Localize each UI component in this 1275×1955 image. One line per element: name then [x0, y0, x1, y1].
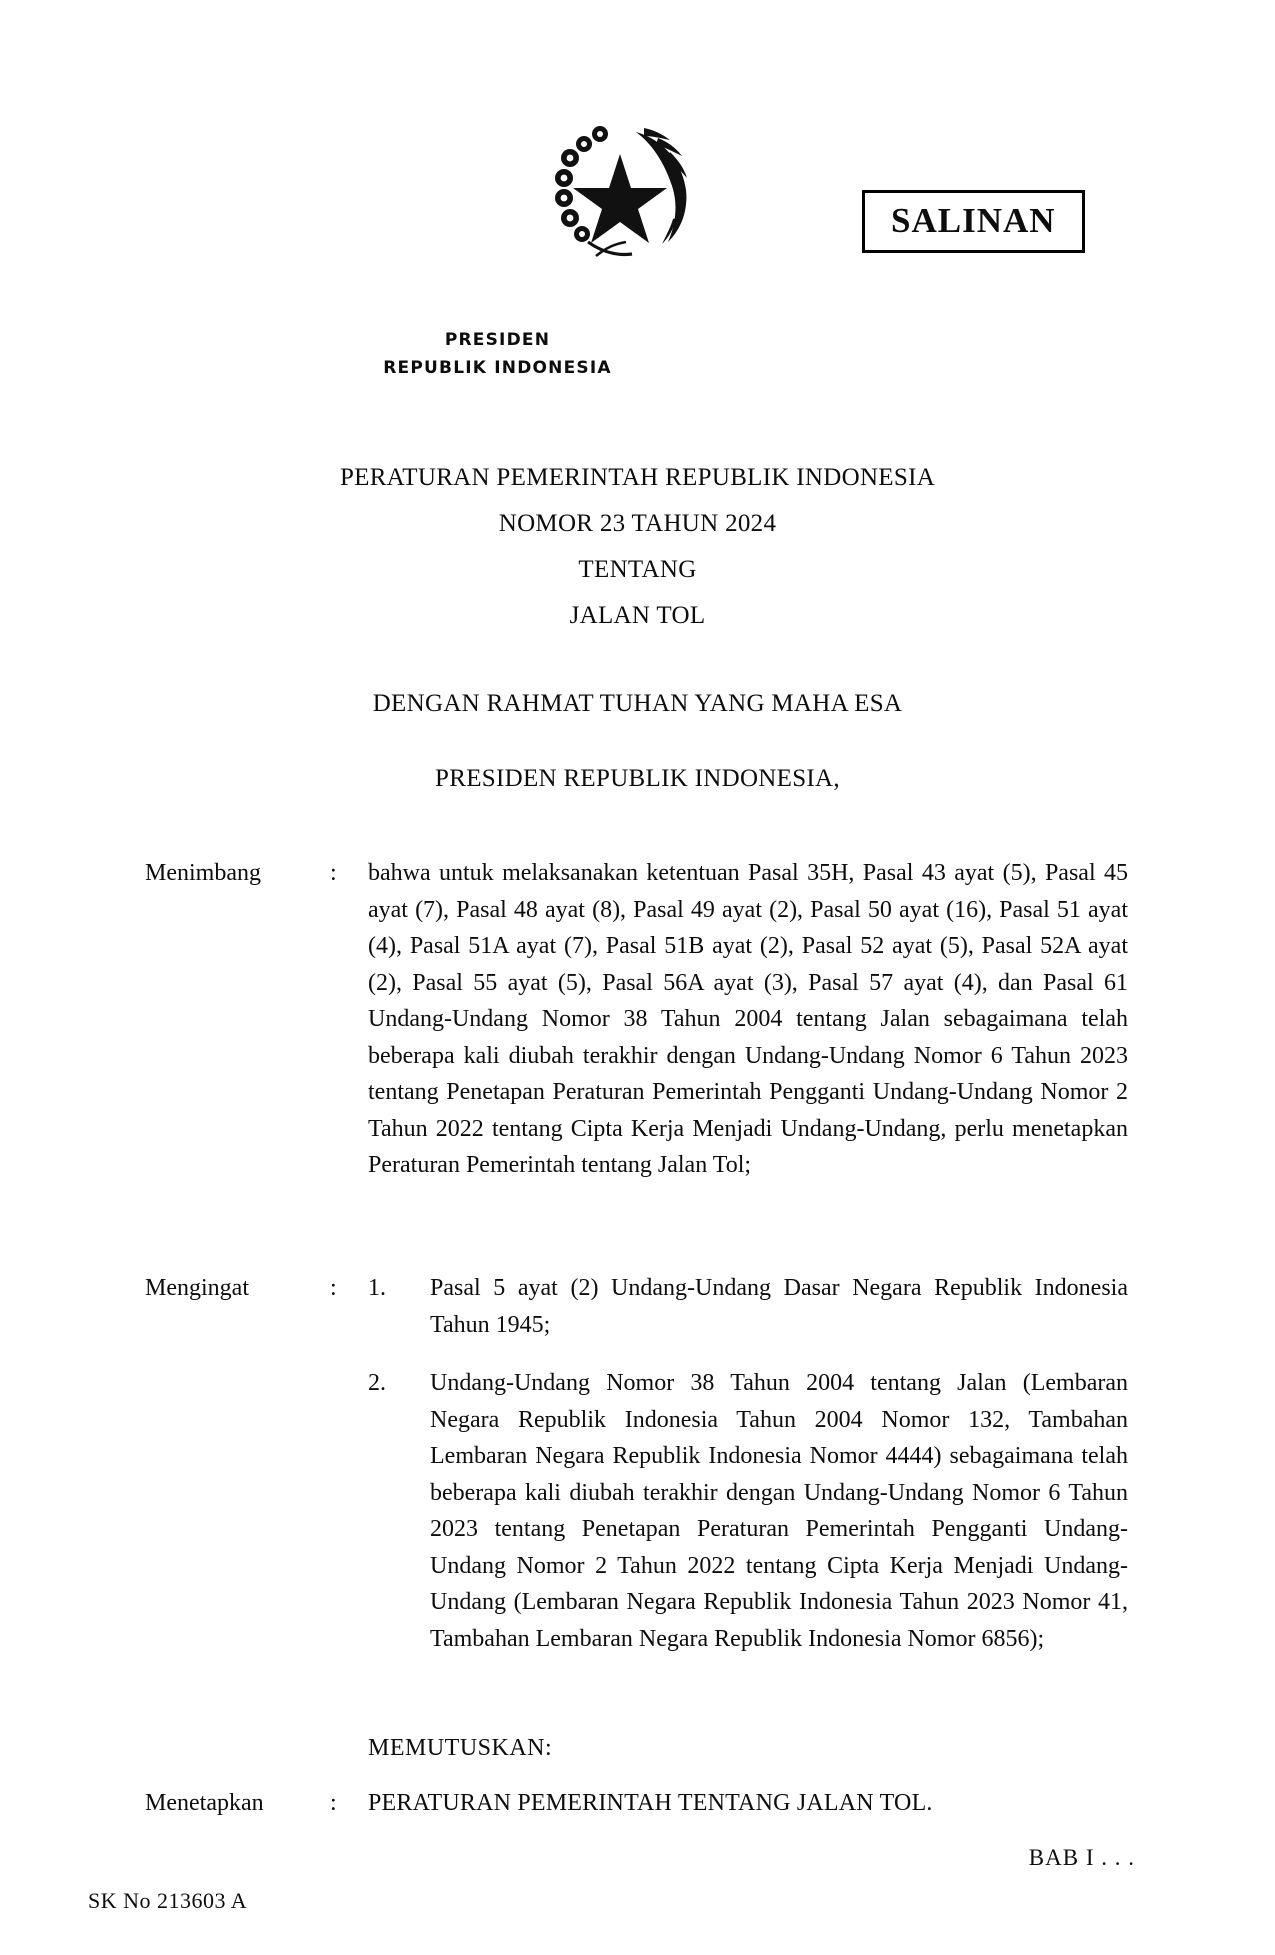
authority-line: PRESIDEN REPUBLIK INDONESIA,: [435, 765, 840, 792]
title-line-1: PERATURAN PEMERINTAH REPUBLIK INDONESIA: [339, 464, 936, 491]
considering-label: Menimbang: [145, 860, 261, 886]
stipulating-clause: [145, 1785, 1145, 1822]
stipulating-text: PERATURAN PEMERINTAH TENTANG JALAN TOL.: [368, 1790, 933, 1816]
emblem-caption-presiden: PRESIDEN: [444, 330, 551, 350]
stipulating-colon: :: [330, 1790, 337, 1816]
document-title-block: [0, 455, 1275, 639]
stipulating-label: Menetapkan: [145, 1790, 264, 1816]
next-section-marker: BAB I . . .: [1028, 1845, 1135, 1870]
list-item-number: 2.: [368, 1370, 386, 1396]
emblem-caption-republik-indonesia: REPUBLIK INDONESIA: [383, 358, 612, 378]
recalling-colon: :: [330, 1275, 337, 1301]
list-item-text: Pasal 5 ayat (2) Undang-Undang Dasar Negara Republik Indonesia Tahun 1945;: [430, 1275, 1128, 1338]
title-line-4: JALAN TOL: [569, 602, 706, 629]
decides-heading: MEMUTUSKAN:: [368, 1735, 553, 1761]
recalling-list: [368, 1270, 1128, 1679]
garuda-emblem-icon: [540, 118, 700, 278]
title-line-2: NOMOR 23 TAHUN 2024: [498, 510, 777, 537]
list-item: [368, 1270, 1128, 1343]
recalling-label: Mengingat: [145, 1275, 249, 1301]
footer-document-code: SK No 213603 A: [88, 1888, 248, 1913]
considering-clause: [145, 855, 1145, 1184]
salinan-stamp: SALINAN: [862, 190, 1085, 253]
list-item-number: 1.: [368, 1275, 386, 1301]
list-item: [368, 1365, 1128, 1657]
invocation-line: DENGAN RAHMAT TUHAN YANG MAHA ESA: [372, 690, 903, 717]
considering-text: bahwa untuk melaksanakan ketentuan Pasal 35H, Pasal 43 ayat (5), Pasal 45 ayat (7), Pasal 48 ayat (8), Pasal 49 ayat (2), Pasal 50 ayat (16), Pasal 51 ayat (4), Pasal 51A ayat (7), Pasal 51B ayat (2), Pasal 52 ayat (5), Pasal 52A ayat (2), Pasal 55 ayat (5), Pasal 56A ayat (3), Pasal 57 ayat (4), dan Pasal 61 Undang-Undang Nomor 38 Tahun 2004 tentang Jalan sebagaimana telah beberapa kali diubah terakhir dengan Undang-Undang Nomor 6 Tahun 2023 tentang Penetapan Peraturan Pemerintah Pengganti Undang-Undang Nomor 2 Tahun 2022 tentang Cipta Kerja Menjadi Undang-Undang, perlu menetapkan Peraturan Pemerintah tentang Jalan Tol;: [368, 860, 1128, 1178]
title-line-3: TENTANG: [578, 556, 697, 583]
considering-colon: :: [330, 860, 337, 886]
list-item-text: Undang-Undang Nomor 38 Tahun 2004 tentang Jalan (Lembaran Negara Republik Indonesia Tahun 2004 Nomor 132, Tambahan Lembaran Negara Republik Indonesia Nomor 4444) sebagaimana telah beberapa kali diubah terakhir dengan Undang-Undang Nomor 6 Tahun 2023 tentang Penetapan Peraturan Pemerintah Pengganti Undang-Undang Nomor 2 Tahun 2022 tentang Cipta Kerja Menjadi Undang-Undang (Lembaran Negara Republik Indonesia Tahun 2023 Nomor 41, Tambahan Lembaran Negara Republik Indonesia Nomor 6856);: [430, 1370, 1128, 1652]
recalling-clause: [145, 1270, 1145, 1679]
